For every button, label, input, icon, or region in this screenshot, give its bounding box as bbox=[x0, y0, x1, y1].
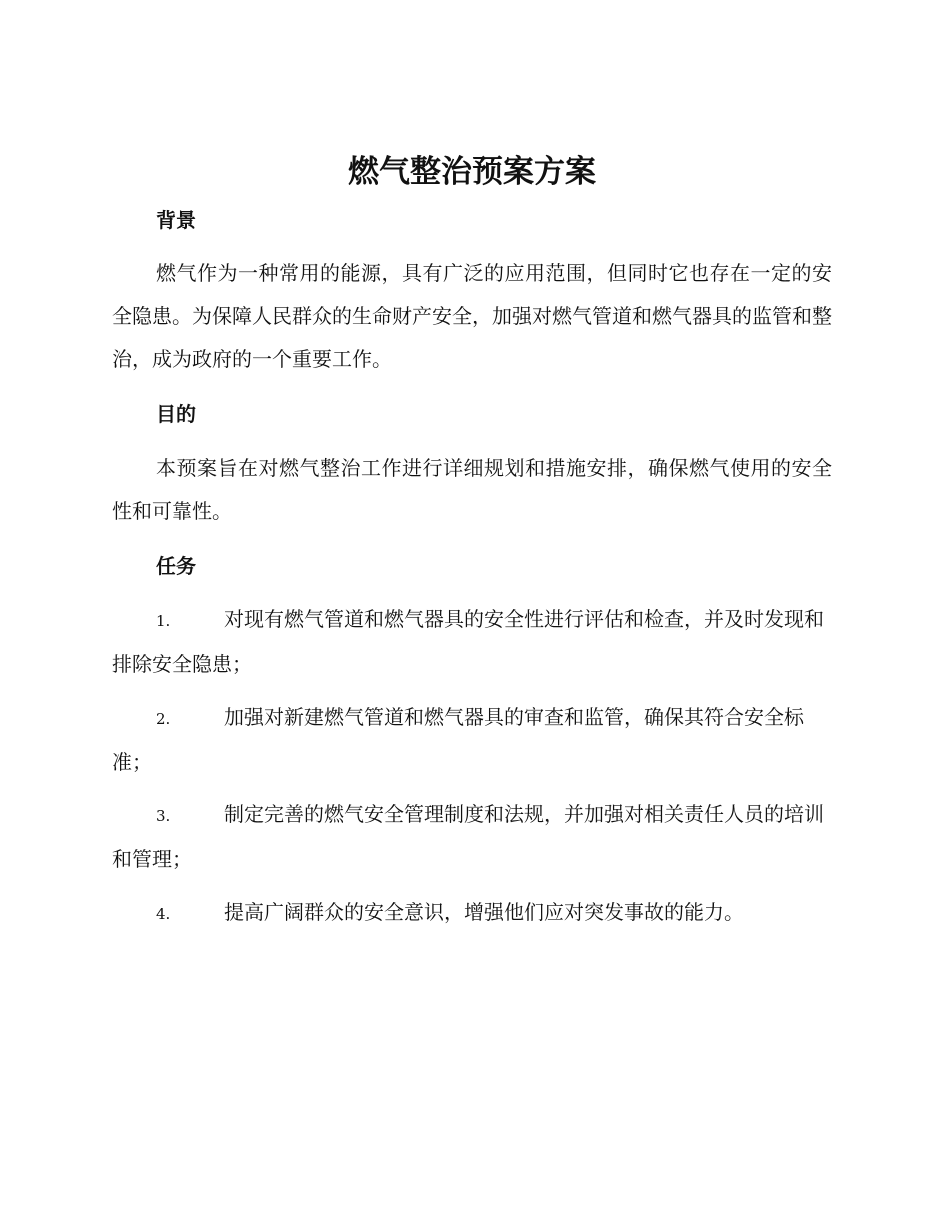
list-item bbox=[112, 696, 832, 784]
section-heading-background: 背景 bbox=[156, 208, 196, 232]
list-item bbox=[112, 793, 832, 881]
section-paragraph-purpose: 本预案旨在对燃气整治工作进行详细规划和措施安排，确保燃气使用的安全性和可靠性。 bbox=[112, 456, 832, 523]
list-number: 4. bbox=[156, 905, 171, 923]
list-item bbox=[112, 891, 832, 936]
document-title: 燃气整治预案方案 bbox=[348, 154, 596, 190]
list-number: 1. bbox=[156, 612, 171, 630]
list-text: 制定完善的燃气安全管理制度和法规，并加强对相关责任人员的培训和管理； bbox=[112, 802, 824, 871]
list-text: 加强对新建燃气管道和燃气器具的审查和监管，确保其符合安全标准； bbox=[112, 705, 804, 774]
list-number: 3. bbox=[156, 807, 171, 825]
list-text: 对现有燃气管道和燃气器具的安全性进行评估和检查，并及时发现和排除安全隐患； bbox=[112, 607, 824, 676]
list-number: 2. bbox=[156, 710, 171, 728]
section-heading-tasks: 任务 bbox=[156, 554, 196, 578]
section-heading-purpose: 目的 bbox=[156, 402, 196, 426]
section-paragraph-background: 燃气作为一种常用的能源，具有广泛的应用范围，但同时它也存在一定的安全隐患。为保障人民群众的生命财产安全，加强对燃气管道和燃气器具的监管和整治，成为政府的一个重要工作。 bbox=[112, 261, 832, 371]
list-item bbox=[112, 598, 832, 686]
list-text: 提高广阔群众的安全意识，增强他们应对突发事故的能力。 bbox=[224, 900, 744, 924]
